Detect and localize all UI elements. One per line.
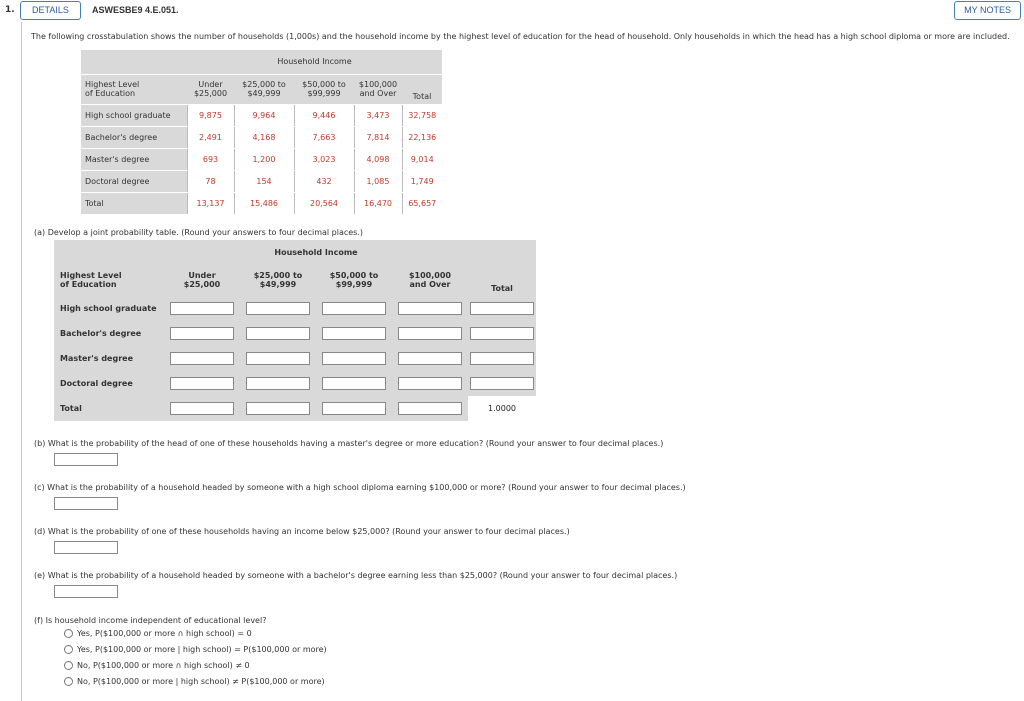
column-header: $50,000 to $99,999: [294, 74, 354, 104]
column-header: $50,000 to $99,999: [316, 264, 392, 296]
table-row: Bachelor's degree 2,491 4,168 7,663 7,814 22,136: [81, 126, 442, 148]
question-number: 1.: [5, 5, 15, 15]
answer-input[interactable]: [170, 352, 234, 365]
part-c-text: (c) What is the probability of a household headed by someone with a high school diploma earning $100,000 or more? (Round your answer to four decimal places.): [34, 483, 686, 492]
answer-input[interactable]: [246, 352, 310, 365]
column-header-total: Total: [402, 74, 442, 104]
answer-input[interactable]: [322, 377, 386, 390]
answer-input[interactable]: [170, 327, 234, 340]
crosstab-header-row: [81, 74, 442, 104]
column-header: $100,000 and Over: [392, 264, 468, 296]
details-button[interactable]: DETAILS: [20, 1, 81, 20]
radio-option[interactable]: No, P($100,000 or more ∩ high school) ≠ 0: [64, 661, 250, 670]
part-a-text: (a) Develop a joint probability table. (Round your answers to four decimal places.): [34, 228, 364, 237]
answer-input[interactable]: [322, 302, 386, 315]
table-row-total: Total 1.0000: [54, 396, 536, 421]
column-header-total: Total: [468, 264, 536, 296]
radio-button[interactable]: [64, 677, 73, 686]
question-header: [0, 0, 1024, 22]
crosstab-group-header: Household Income: [187, 50, 442, 74]
joint-header-row: [54, 264, 536, 296]
answer-input[interactable]: [398, 302, 462, 315]
column-header: $100,000 and Over: [354, 74, 402, 104]
table-row: Bachelor's degree: [54, 321, 536, 346]
answer-input[interactable]: [246, 327, 310, 340]
answer-input[interactable]: [470, 327, 534, 340]
answer-input[interactable]: [322, 352, 386, 365]
radio-option[interactable]: Yes, P($100,000 or more ∩ high school) = 0: [64, 629, 252, 638]
part-d-answer-input[interactable]: [54, 541, 118, 554]
table-row: Master's degree 693 1,200 3,023 4,098 9,014: [81, 148, 442, 170]
answer-input[interactable]: [246, 377, 310, 390]
radio-option[interactable]: No, P($100,000 or more | high school) ≠ P($100,000 or more): [64, 677, 325, 686]
part-b-text: (b) What is the probability of the head of one of these households having a master's degree or more education? (Round your answer to four decimal places.): [34, 439, 664, 448]
column-header: Under $25,000: [164, 264, 240, 296]
part-d-text: (d) What is the probability of one of these households having an income below $25,000? (Round your answer to four decimal places.): [34, 527, 570, 536]
radio-button[interactable]: [64, 629, 73, 638]
answer-input[interactable]: [170, 302, 234, 315]
answer-input[interactable]: [246, 402, 310, 415]
column-header: $25,000 to $49,999: [240, 264, 316, 296]
part-e-text: (e) What is the probability of a household headed by someone with a bachelor's degree earning less than $25,000? (Round your answer to four decimal places.): [34, 571, 678, 580]
question-id: ASWESBE9 4.E.051.: [92, 5, 179, 15]
joint-row-header: Highest Level of Education: [54, 264, 164, 296]
answer-input[interactable]: [398, 352, 462, 365]
left-divider: [21, 22, 22, 701]
table-row: Doctoral degree 78 154 432 1,085 1,749: [81, 170, 442, 192]
answer-input[interactable]: [322, 402, 386, 415]
answer-input[interactable]: [398, 402, 462, 415]
answer-input[interactable]: [322, 327, 386, 340]
crosstab-table: [81, 50, 442, 215]
answer-input[interactable]: [170, 377, 234, 390]
radio-button[interactable]: [64, 661, 73, 670]
my-notes-button[interactable]: MY NOTES: [954, 1, 1021, 20]
part-f-text: (f) Is household income independent of educational level?: [34, 616, 267, 625]
table-row: Master's degree: [54, 346, 536, 371]
part-e-answer-input[interactable]: [54, 585, 118, 598]
answer-input[interactable]: [470, 377, 534, 390]
intro-text: The following crosstabulation shows the number of households (1,000s) and the household income by the highest level of education for the head of household. Only households in which the head has a high school diploma or more are included.: [31, 32, 1010, 41]
table-row-total: Total 13,137 15,486 20,564 16,470 65,657: [81, 192, 442, 214]
answer-input[interactable]: [470, 352, 534, 365]
crosstab-row-header: Highest Level of Education: [81, 74, 187, 104]
answer-input[interactable]: [398, 327, 462, 340]
answer-input[interactable]: [470, 302, 534, 315]
answer-input[interactable]: [170, 402, 234, 415]
table-row: Doctoral degree: [54, 371, 536, 396]
answer-input[interactable]: [246, 302, 310, 315]
column-header: Under $25,000: [187, 74, 234, 104]
column-header: $25,000 to $49,999: [234, 74, 294, 104]
part-b-answer-input[interactable]: [54, 453, 118, 466]
joint-group-header: Household Income: [164, 240, 468, 264]
table-row: High school graduate 9,875 9,964 9,446 3,473 32,758: [81, 104, 442, 126]
answer-input[interactable]: [398, 377, 462, 390]
radio-button[interactable]: [64, 645, 73, 654]
radio-option[interactable]: Yes, P($100,000 or more | high school) = P($100,000 or more): [64, 645, 327, 654]
total-total-value: 1.0000: [468, 396, 536, 421]
table-row: High school graduate: [54, 296, 536, 321]
part-c-answer-input[interactable]: [54, 497, 118, 510]
joint-probability-table: [54, 240, 536, 421]
